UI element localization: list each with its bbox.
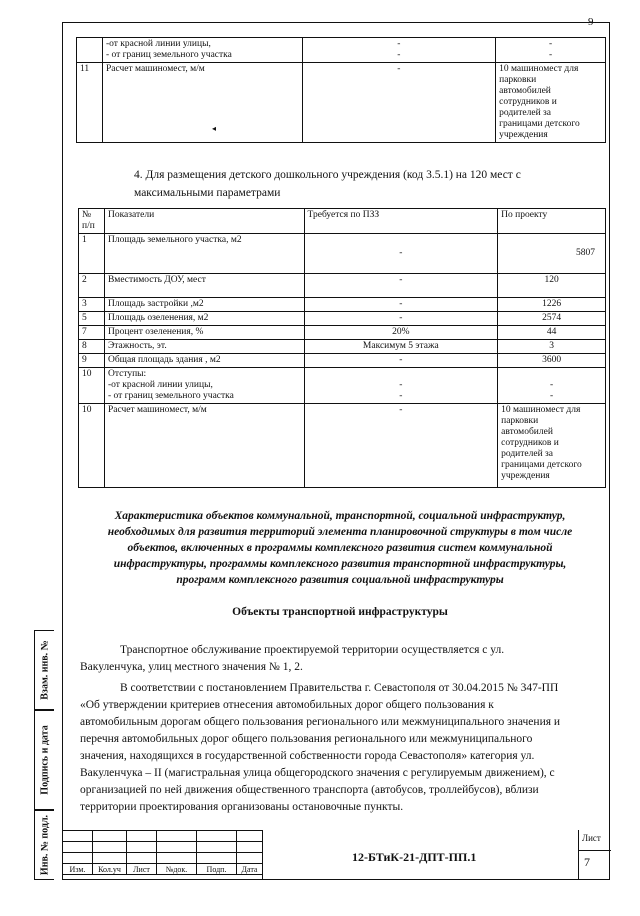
- table-row: 10 Расчет машиномест, м/м - 10 машиномест для парковки автомобилей сотрудников и родителей за границами детского учреждения: [79, 404, 606, 488]
- document-code: 12-БТиК-21-ДПТ-ПП.1: [352, 850, 477, 864]
- paragraph-2: В соответствии с постановлением Правительства г. Севастополя от 30.04.2015 № 347-ПП «Об утверждении критериев отнесения автомобильных дорог общего пользования к автомобильным дорогам общего пользования регионального или межмуниципального значения и перечня автомобильных дорог общего пользования регионального или межмуниципального значения, находящихся в государственной собственности города Севастополя» категория ул. Вакуленчука – II (магистральная улица общегородского значения с регулируемым движением), с организацией по ней движения общественного транспорта (автобусов, троллейбусов), вблизи территории проектирования организованы остановочные пункты.: [80, 682, 561, 813]
- scan-mark: ◂: [212, 124, 217, 133]
- title-block: [62, 830, 610, 880]
- side-sign-date: Подпись и дата: [34, 710, 54, 810]
- paragraph-1: Транспортное обслуживание проектируемой территории осуществляется с ул. Вакуленчука, улиц местного значения № 1, 2.: [80, 644, 505, 673]
- kindergarten-table: [78, 208, 606, 488]
- sheet-number: 7: [584, 855, 590, 869]
- side-replace-inv: Взам. инв. №: [34, 630, 54, 710]
- page-number: 9: [588, 16, 594, 28]
- stamp-grid: [62, 830, 263, 875]
- section-heading: Характеристика объектов коммунальной, транспортной, социальной инфраструктур, необходимых для развития территорий элемента планировочной структуры в том числе объектов, включенных в программы комплексного развития систем коммунальной инфраструктуры, программы комплексного развития транспортной инфраструктуры, программ комплексного развития социальной инфраструктуры: [107, 510, 573, 586]
- table-row: 3 Площадь застройки ,м2 - 1226: [79, 298, 606, 312]
- transport-subheading: Объекты транспортной инфраструктуры: [232, 606, 448, 618]
- side-inv-original: Инв. № подл.: [34, 810, 54, 880]
- table-header-row: № п/п Показатели Требуется по ПЗЗ По проекту: [79, 209, 606, 234]
- table-row: 5 Площадь озеленения, м2 - 2574: [79, 312, 606, 326]
- table-row: 11 Расчет машиномест, м/м - 10 машиномест для парковки автомобилей сотрудников и родителей за границами детского учреждения: [77, 63, 606, 143]
- sheet-label: Лист: [582, 833, 601, 843]
- stamp-header-row: Изм. Кол.уч Лист №док. Подп. Дата: [63, 864, 263, 875]
- table-row: -от красной линии улицы, - от границ земельного участка - - - -: [77, 38, 606, 63]
- table-row: 10 Отступы: -от красной линии улицы, - от границ земельного участка - - - -: [79, 368, 606, 404]
- table-row: 8 Этажность, эт. Максимум 5 этажа 3: [79, 340, 606, 354]
- table-row: 9 Общая площадь здания , м2 - 3600: [79, 354, 606, 368]
- table-row: 1 Площадь земельного участка, м2 - 5807: [79, 234, 606, 274]
- top-table: [76, 37, 606, 143]
- table-row: 7 Процент озеленения, % 20% 44: [79, 326, 606, 340]
- table-row: 2 Вместимость ДОУ, мест - 120: [79, 274, 606, 298]
- point-4-text: 4. Для размещения детского дошкольного учреждения (код 3.5.1) на 120 мест с максимальными параметрами: [134, 169, 521, 199]
